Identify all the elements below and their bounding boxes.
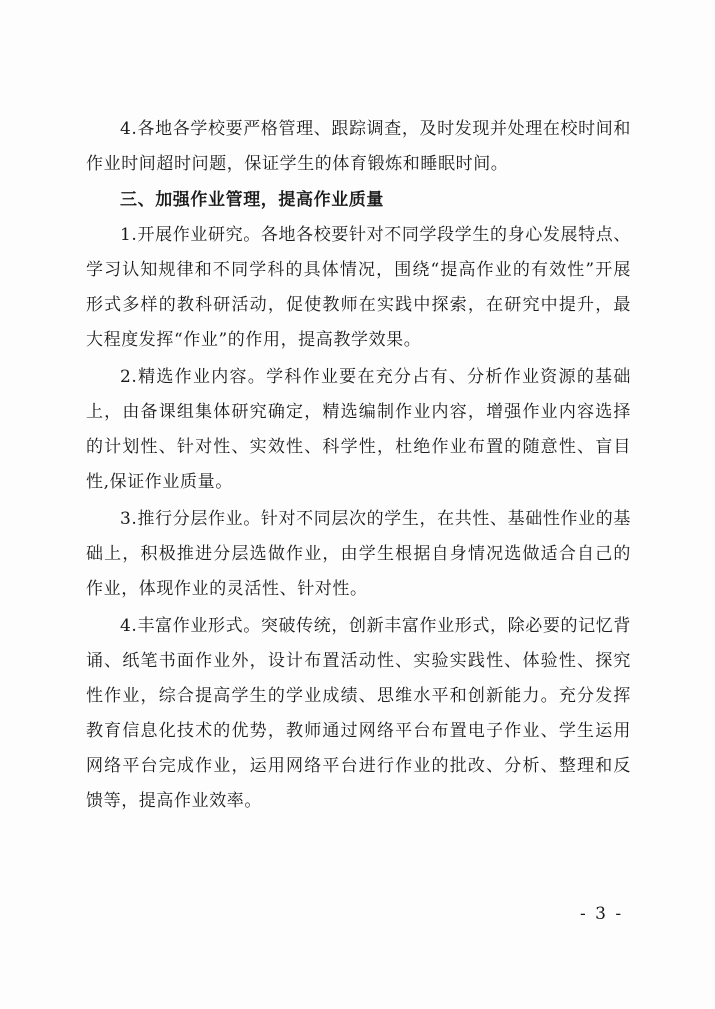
paragraph-item-4-prev-section: 4.各地各学校要严格管理、跟踪调查，及时发现并处理在校时间和作业时间超时问题，保证学生的体育锻炼和睡眠时间。: [86, 119, 631, 174]
paragraph-item-2: 2.精选作业内容。学科作业要在充分占有、分析作业资源的基础上，由备课组集体研究确定，精选编制作业内容，增强作业内容选择的计划性、针对性、实效性、科学性，杜绝作业布置的随意性、盲目性,保证作业质量。: [86, 367, 631, 492]
paragraph-item-1: 1.开展作业研究。各地各校要针对不同学段学生的身心发展特点、学习认知规律和不同学科的具体情况，围绕“提高作业的有效性”开展形式多样的教科研活动，促使教师在实践中探索，在研究中提升，最大程度发挥“作业”的作用，提高教学效果。: [86, 225, 631, 350]
page-number: - 3 -: [580, 904, 624, 924]
paragraph-item-3: 3.推行分层作业。针对不同层次的学生，在共性、基础性作业的基础上，积极推进分层选做作业，由学生根据自身情况选做适合自己的作业，体现作业的灵活性、针对性。: [86, 509, 631, 599]
document-body: [86, 112, 631, 819]
section-heading: 三、加强作业管理，提高作业质量: [120, 190, 384, 210]
paragraph-item-4: 4.丰富作业形式。突破传统，创新丰富作业形式，除必要的记忆背诵、纸笔书面作业外，设计布置活动性、实验实践性、体验性、探究性作业，综合提高学生的学业成绩、思维水平和创新能力。充分发挥教育信息化技术的优势，教师通过网络平台布置电子作业、学生运用网络平台完成作业，运用网络平台进行作业的批改、分析、整理和反馈等，提高作业效率。: [86, 616, 631, 811]
